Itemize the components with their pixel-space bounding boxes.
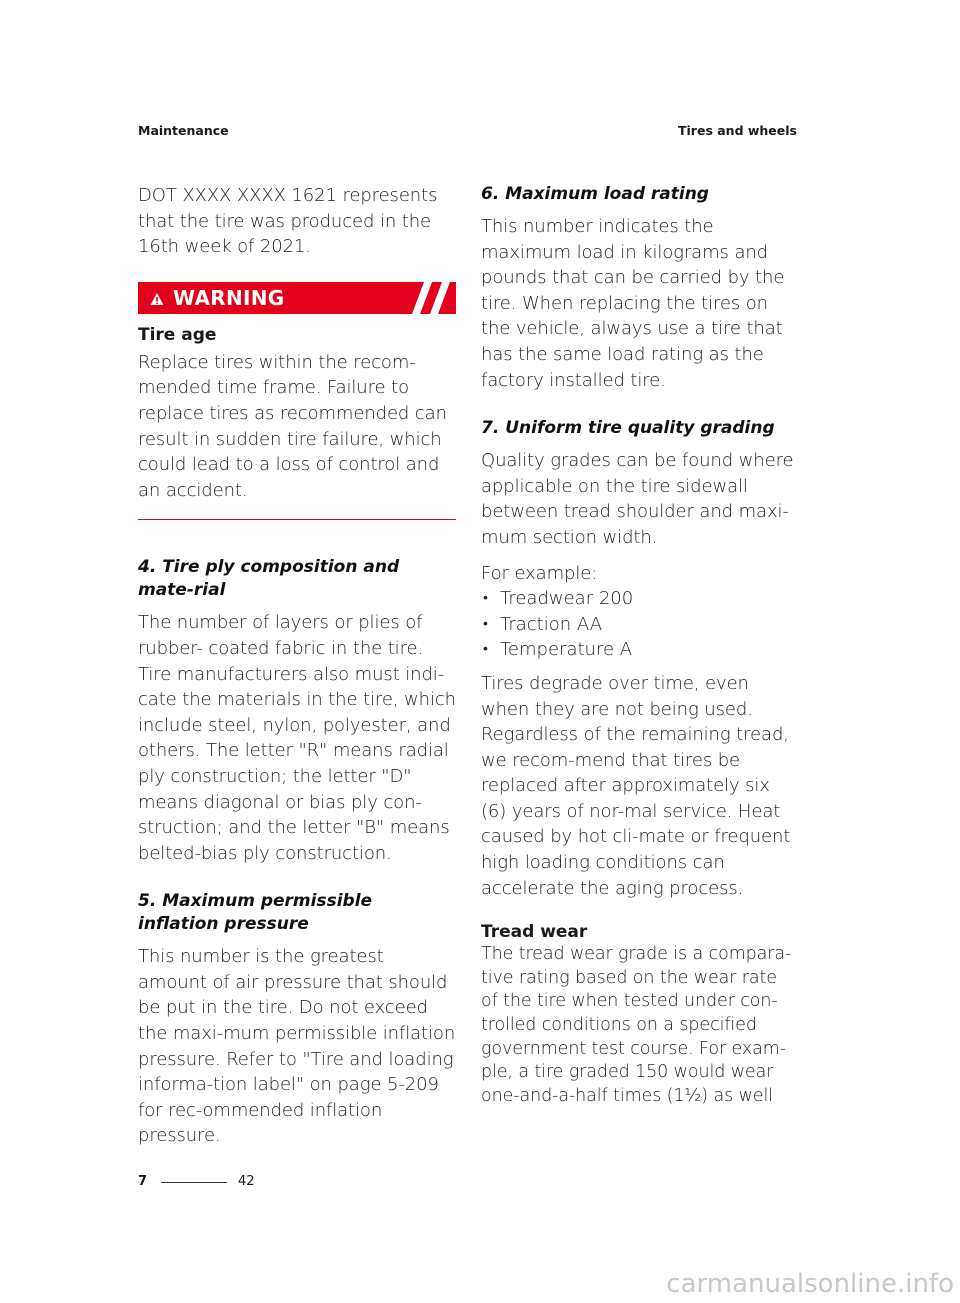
footer-chapter-number: 7 [138,1174,148,1189]
section-heading: 7. Uniform tire quality grading [481,418,775,439]
example-intro: For example: [481,562,598,584]
left-column [138,183,456,1173]
tread-wear-heading: Tread wear [481,922,588,943]
header-chapter-title: Tires and wheels [677,123,797,138]
footer-page-number: 42 [238,1174,255,1189]
list-item: • Treadwear 200 [481,586,799,612]
section-heading: 4. Tire ply composition and mate-rial [138,557,400,601]
header-section-title: Maintenance [138,123,229,138]
footer-divider [161,1182,227,1183]
warning-body: Replace tires within the recom-mended time frame. Failure to replace tires as recommended can result in sudden tire failure, which could lead to a loss of control and an accident. [138,351,447,501]
example-list [481,586,799,663]
section-load-rating [481,183,799,393]
section-body: Quality grades can be found where applicable on the tire sidewall between tread shoulder and maxi-mum section width. [481,450,794,548]
warning-label: WARNING [173,285,285,310]
section-heading: 5. Maximum permissible inflation pressure [138,891,373,935]
warning-banner [138,282,456,314]
section-heading: 6. Maximum load rating [481,184,709,204]
section-inflation-pressure [138,890,456,1149]
tread-wear-body: The tread wear grade is a compara-tive rating based on the wear rate of the tire when tested under con-trolled conditions on a specified government test course. For exam-ple, a tire graded 150 would wear one-and-a-half times (1½) as well [481,944,792,1106]
intro-paragraph: DOT XXXX XXXX 1621 represents that the tire was produced in the 16th week of 2021. [138,185,438,258]
watermark-text: carmanualsonline.info [666,1269,954,1299]
right-column [481,183,799,1108]
section-ply-composition [138,556,456,866]
warning-stripes-decoration [396,282,456,314]
warning-triangle-icon [150,291,164,305]
warning-divider [138,519,456,520]
section-body: This number is the greatest amount of air pressure that should be put in the tire. Do not exceed the maxi-mum permissible inflation pressure. Refer to "Tire and loading informa-tion label" on page 5-209 for rec-ommended inflation pressure. [138,946,456,1147]
list-item: • Traction AA [481,612,799,638]
section-quality-grading [481,417,799,901]
warning-title: Tire age [138,324,217,345]
section-body: The number of layers or plies of rubber- coated fabric in the tire. Tire manufacturers also must indi-cate the materials in the tire, which include steel, nylon, polyester, and others. The letter "R" means radial ply construction; the letter "D" means diagonal or bias ply con-struction; and the letter "B" means belted-bias ply construction. [138,612,456,864]
aging-paragraph: Tires degrade over time, even when they are not being used. Regardless of the remaining tread, we recom-mend that tires be replaced after approximately six (6) years of nor-mal service. Heat caused by hot cli-mate or frequent high loading conditions can accelerate the aging process. [481,672,791,899]
section-body: This number indicates the maximum load in kilograms and pounds that can be carried by the tire. When replacing the tires on the vehicle, always use a tire that has the same load rating as the factory installed tire. [481,216,785,391]
list-item: • Temperature A [481,637,799,663]
